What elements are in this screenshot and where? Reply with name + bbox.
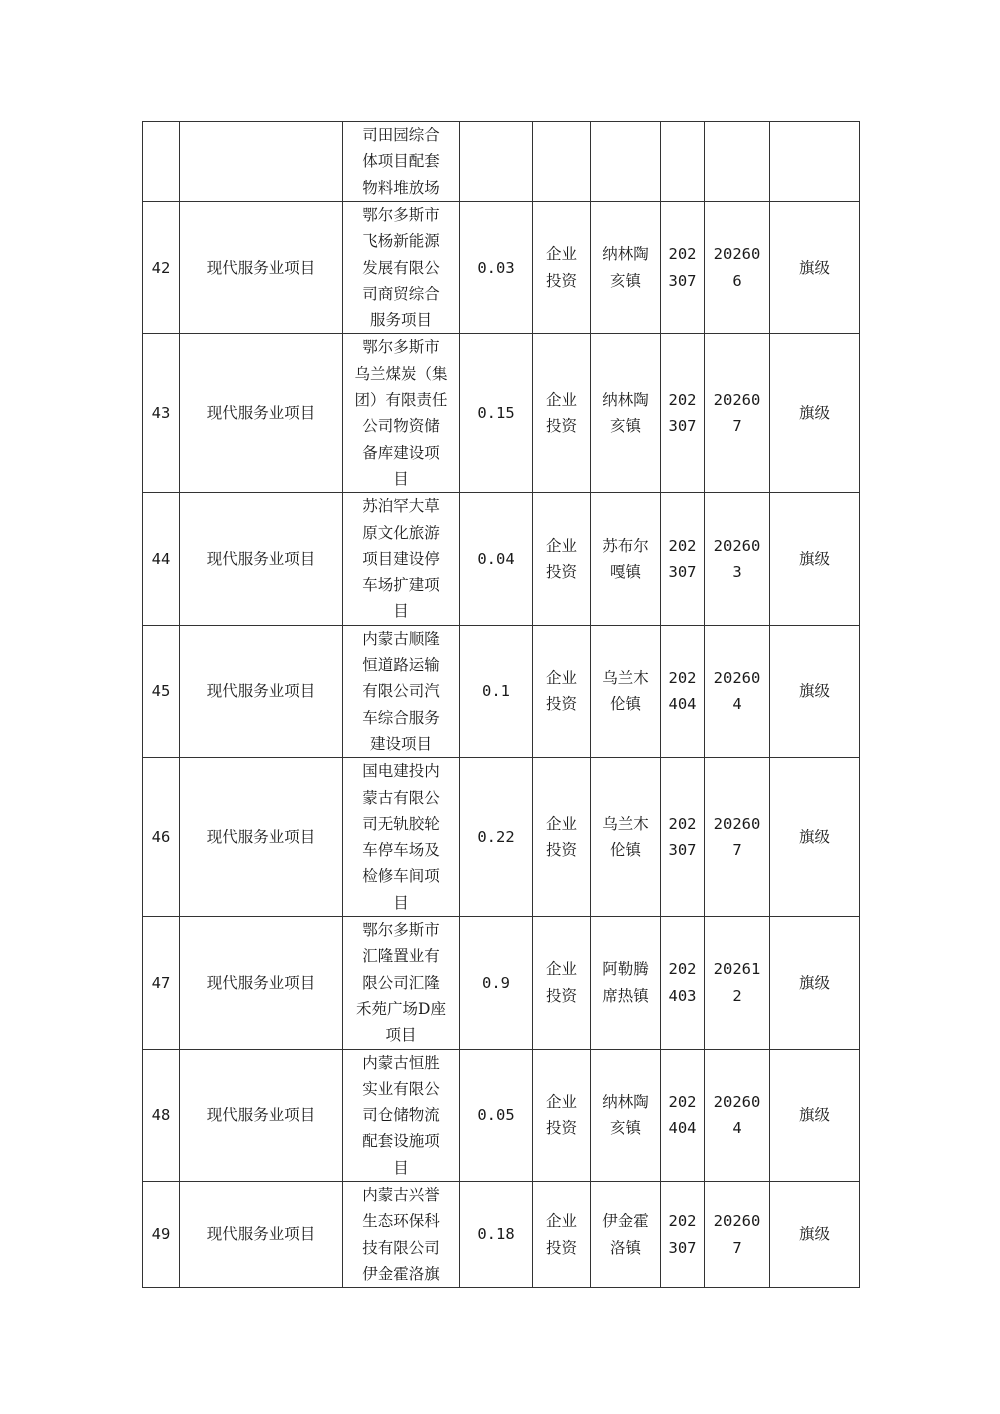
row-number: 43 [143, 334, 180, 493]
investment-type: 企业 投资 [533, 202, 591, 334]
end-date: 20260 7 [705, 758, 770, 917]
project-category: 现代服务业项目 [180, 202, 343, 334]
row-number: 49 [143, 1181, 180, 1287]
management-level: 旗级 [770, 202, 860, 334]
row-number [143, 122, 180, 202]
row-number: 42 [143, 202, 180, 334]
end-date: 20261 2 [705, 917, 770, 1049]
management-level: 旗级 [770, 917, 860, 1049]
investment-amount [460, 122, 533, 202]
investment-type: 企业 投资 [533, 1049, 591, 1181]
start-date: 202 404 [661, 1049, 705, 1181]
investment-type: 企业 投资 [533, 493, 591, 625]
investment-amount: 0.9 [460, 917, 533, 1049]
end-date: 20260 4 [705, 1049, 770, 1181]
project-category: 现代服务业项目 [180, 758, 343, 917]
project-category: 现代服务业项目 [180, 493, 343, 625]
project-category: 现代服务业项目 [180, 334, 343, 493]
table-body [143, 122, 860, 1288]
start-date: 202 307 [661, 202, 705, 334]
project-name: 鄂尔多斯市 乌兰煤炭（集 团）有限责任 公司物资储 备库建设项 目 [343, 334, 460, 493]
project-name: 内蒙古恒胜 实业有限公 司仓储物流 配套设施项 目 [343, 1049, 460, 1181]
end-date: 20260 7 [705, 334, 770, 493]
investment-type: 企业 投资 [533, 917, 591, 1049]
investment-type: 企业 投资 [533, 334, 591, 493]
investment-type [533, 122, 591, 202]
investment-amount: 0.1 [460, 625, 533, 757]
start-date: 202 307 [661, 334, 705, 493]
row-number: 48 [143, 1049, 180, 1181]
project-category: 现代服务业项目 [180, 1181, 343, 1287]
project-category: 现代服务业项目 [180, 1049, 343, 1181]
table-row [143, 334, 860, 493]
investment-amount: 0.15 [460, 334, 533, 493]
investment-amount: 0.18 [460, 1181, 533, 1287]
project-name: 苏泊罕大草 原文化旅游 项目建设停 车场扩建项 目 [343, 493, 460, 625]
management-level: 旗级 [770, 334, 860, 493]
table-row [143, 917, 860, 1049]
project-table [142, 121, 860, 1288]
table-row [143, 1049, 860, 1181]
town-name: 伊金霍 洛镇 [591, 1181, 661, 1287]
project-name: 司田园综合 体项目配套 物料堆放场 [343, 122, 460, 202]
project-name: 国电建投内 蒙古有限公 司无轨胶轮 车停车场及 检修车间项 目 [343, 758, 460, 917]
town-name: 纳林陶 亥镇 [591, 334, 661, 493]
management-level: 旗级 [770, 758, 860, 917]
end-date: 20260 6 [705, 202, 770, 334]
management-level: 旗级 [770, 493, 860, 625]
table-row [143, 1181, 860, 1287]
project-name: 内蒙古顺隆 恒道路运输 有限公司汽 车综合服务 建设项目 [343, 625, 460, 757]
town-name: 乌兰木 伦镇 [591, 758, 661, 917]
start-date: 202 307 [661, 493, 705, 625]
row-number: 46 [143, 758, 180, 917]
end-date [705, 122, 770, 202]
investment-amount: 0.04 [460, 493, 533, 625]
management-level [770, 122, 860, 202]
investment-amount: 0.03 [460, 202, 533, 334]
table-row [143, 122, 860, 202]
table-row [143, 493, 860, 625]
management-level: 旗级 [770, 625, 860, 757]
row-number: 45 [143, 625, 180, 757]
start-date [661, 122, 705, 202]
project-category: 现代服务业项目 [180, 625, 343, 757]
investment-amount: 0.05 [460, 1049, 533, 1181]
project-category: 现代服务业项目 [180, 917, 343, 1049]
investment-amount: 0.22 [460, 758, 533, 917]
row-number: 47 [143, 917, 180, 1049]
start-date: 202 307 [661, 758, 705, 917]
end-date: 20260 3 [705, 493, 770, 625]
town-name: 乌兰木 伦镇 [591, 625, 661, 757]
town-name: 纳林陶 亥镇 [591, 202, 661, 334]
end-date: 20260 7 [705, 1181, 770, 1287]
management-level: 旗级 [770, 1049, 860, 1181]
project-name: 内蒙古兴誉 生态环保科 技有限公司 伊金霍洛旗 [343, 1181, 460, 1287]
management-level: 旗级 [770, 1181, 860, 1287]
town-name: 纳林陶 亥镇 [591, 1049, 661, 1181]
table-row [143, 625, 860, 757]
investment-type: 企业 投资 [533, 758, 591, 917]
project-name: 鄂尔多斯市 飞杨新能源 发展有限公 司商贸综合 服务项目 [343, 202, 460, 334]
start-date: 202 403 [661, 917, 705, 1049]
investment-type: 企业 投资 [533, 625, 591, 757]
start-date: 202 404 [661, 625, 705, 757]
end-date: 20260 4 [705, 625, 770, 757]
start-date: 202 307 [661, 1181, 705, 1287]
town-name: 苏布尔 嘎镇 [591, 493, 661, 625]
town-name: 阿勒腾 席热镇 [591, 917, 661, 1049]
project-name: 鄂尔多斯市 汇隆置业有 限公司汇隆 禾苑广场D座 项目 [343, 917, 460, 1049]
table-row [143, 758, 860, 917]
investment-type: 企业 投资 [533, 1181, 591, 1287]
project-category [180, 122, 343, 202]
town-name [591, 122, 661, 202]
row-number: 44 [143, 493, 180, 625]
table-row [143, 202, 860, 334]
